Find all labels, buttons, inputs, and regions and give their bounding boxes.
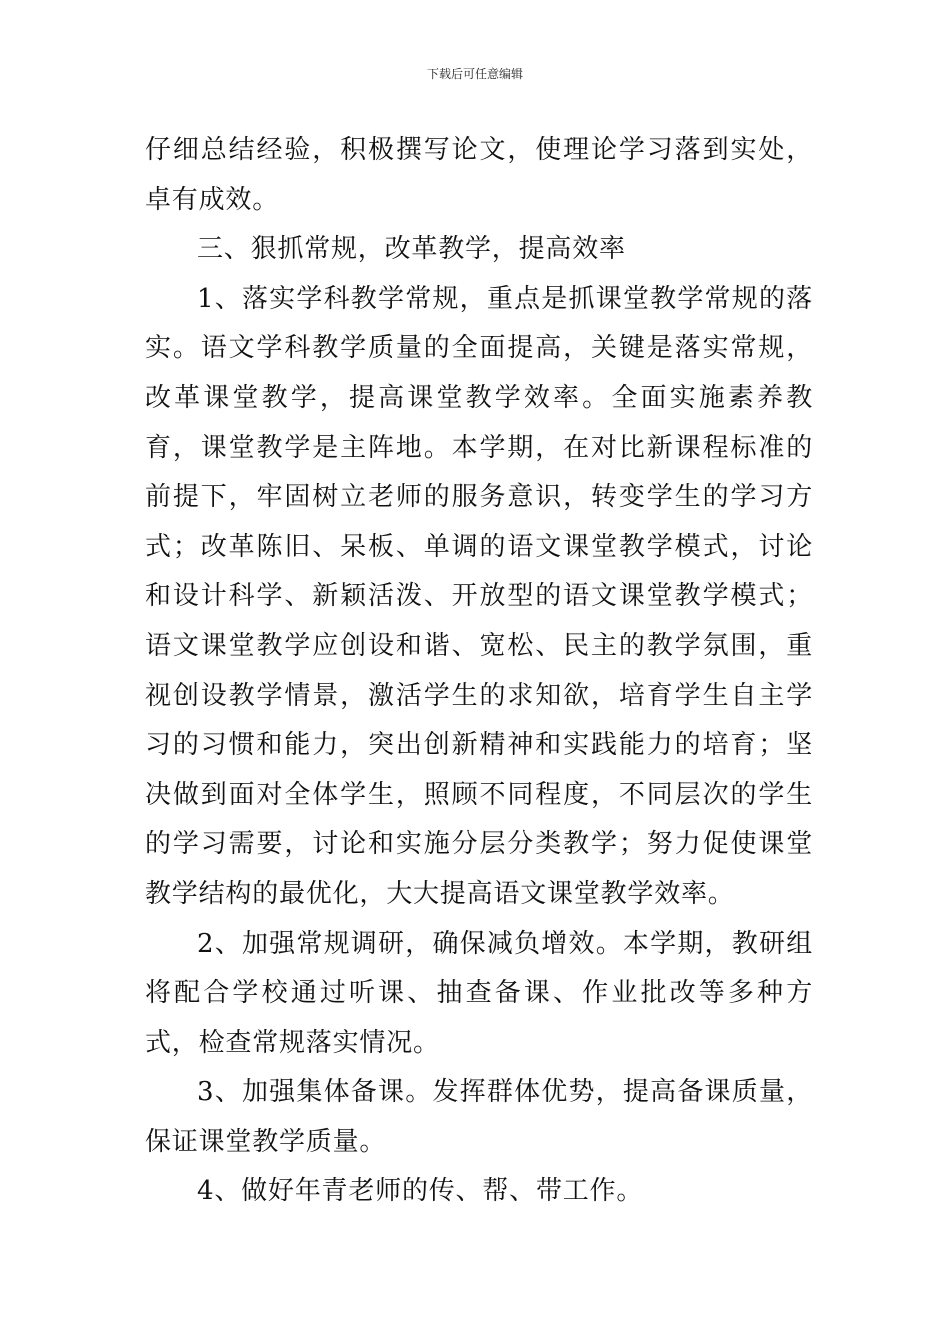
page-header-note: 下载后可任意编辑 bbox=[426, 67, 523, 81]
paragraph-item-1: 1、落实学科教学常规，重点是抓课堂教学常规的落实。语文学科教学质量的全面提高，关键是落实常规，改革课堂教学，提高课堂教学效率。全面实施素养教育，课堂教学是主阵地。本学期，在对比新课程标准的前提下，牢固树立老师的服务意识，转变学生的学习方式；改革陈旧、呆板、单调的语文课堂教学模式，讨论和设计科学、新颖活泼、开放型的语文课堂教学模式；语文课堂教学应创设和谐、宽松、民主的教学氛围，重视创设教学情景，激活学生的求知欲，培育学生自主学习的习惯和能力，突出创新精神和实践能力的培育；坚决做到面对全体学生，照顾不同程度，不同层次的学生的学习需要，讨论和实施分层分类教学；努力促使课堂教学结构的最优化，大大提高语文课堂教学效率。 bbox=[145, 283, 813, 909]
paragraph-item-3: 3、加强集体备课。发挥群体优势，提高备课质量，保证课堂教学质量。 bbox=[145, 1077, 813, 1157]
section-heading: 三、狠抓常规，改革教学，提高效率 bbox=[197, 234, 626, 265]
paragraph-item-2: 2、加强常规调研，确保减负增效。本学期，教研组将配合学校通过听课、抽查备课、作业批改等多种方式，检查常规落实情况。 bbox=[145, 928, 813, 1058]
paragraph-continuation: 仔细总结经验，积极撰写论文，使理论学习落到实处，卓有成效。 bbox=[145, 135, 813, 215]
paragraph-item-4: 4、做好年青老师的传、帮、带工作。 bbox=[197, 1176, 644, 1207]
document-body bbox=[145, 126, 813, 1217]
